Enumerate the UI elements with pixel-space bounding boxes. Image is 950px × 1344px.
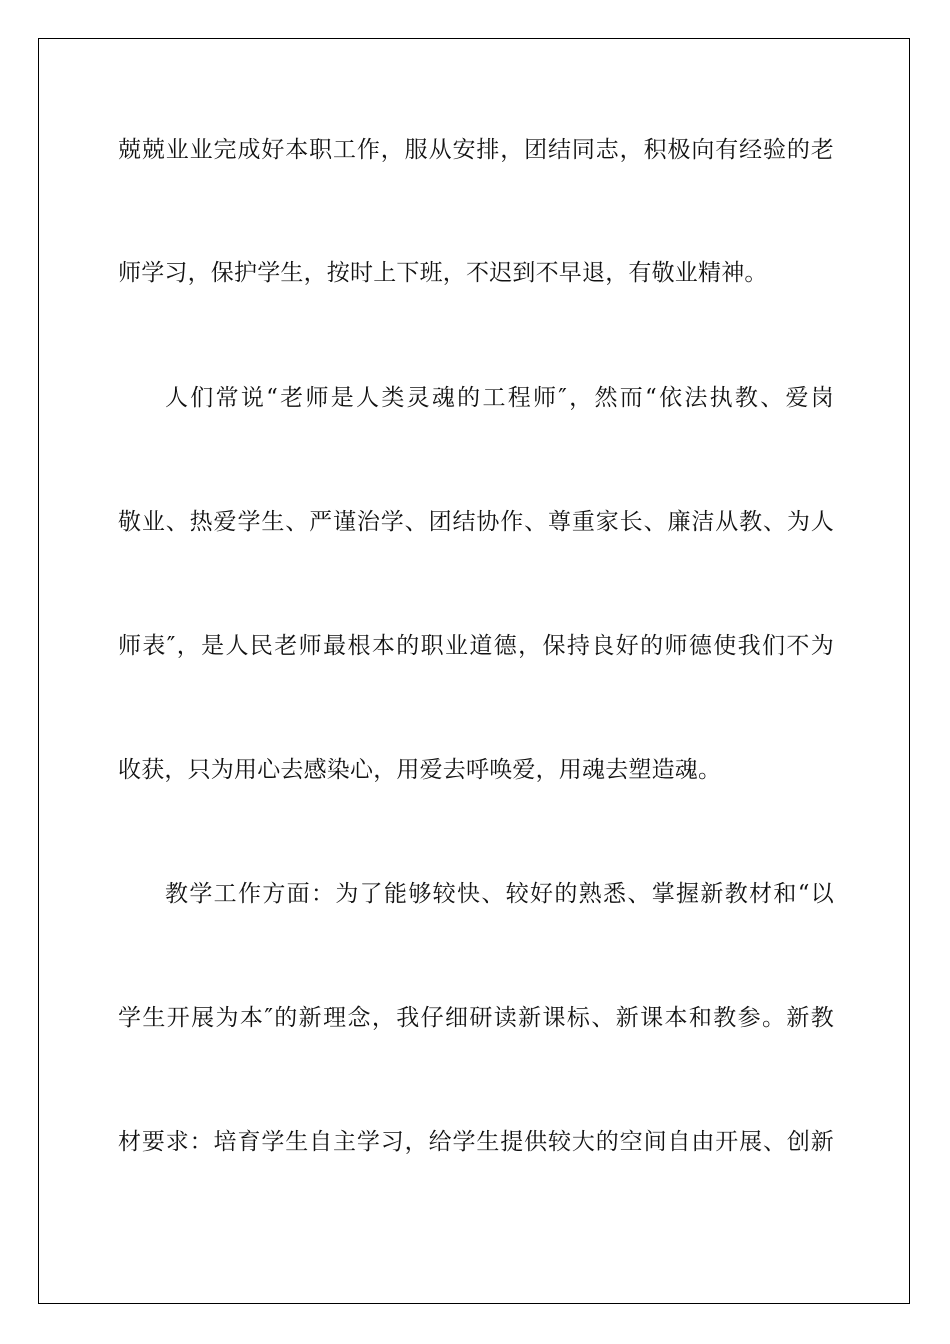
paragraph-1-line-1: 兢兢业业完成好本职工作，服从安排，团结同志，积极向有经验的老 <box>118 137 834 163</box>
paragraph-2-line-3: 师表″，是人民老师最根本的职业道德，保持良好的师德使我们不为 <box>118 633 834 659</box>
paragraph-3-line-2: 学生开展为本″的新理念，我仔细研读新课标、新课本和教参。新教 <box>118 1005 834 1031</box>
page-border <box>38 38 910 1304</box>
paragraph-2-line-2: 敬业、热爱学生、严谨治学、团结协作、尊重家长、廉洁从教、为人 <box>118 509 834 535</box>
paragraph-3-line-3: 材要求：培育学生自主学习，给学生提供较大的空间自由开展、创新 <box>118 1129 834 1155</box>
paragraph-1-line-2: 师学习，保护学生，按时上下班，不迟到不早退，有敬业精神。 <box>118 260 768 286</box>
paragraph-2-line-1: 人们常说“老师是人类灵魂的工程师″，然而“依法执教、爱岗 <box>165 385 834 411</box>
paragraph-2-line-4: 收获，只为用心去感染心，用爱去呼唤爱，用魂去塑造魂。 <box>118 757 722 783</box>
paragraph-3-line-1: 教学工作方面：为了能够较快、较好的熟悉、掌握新教材和“以 <box>165 881 834 907</box>
